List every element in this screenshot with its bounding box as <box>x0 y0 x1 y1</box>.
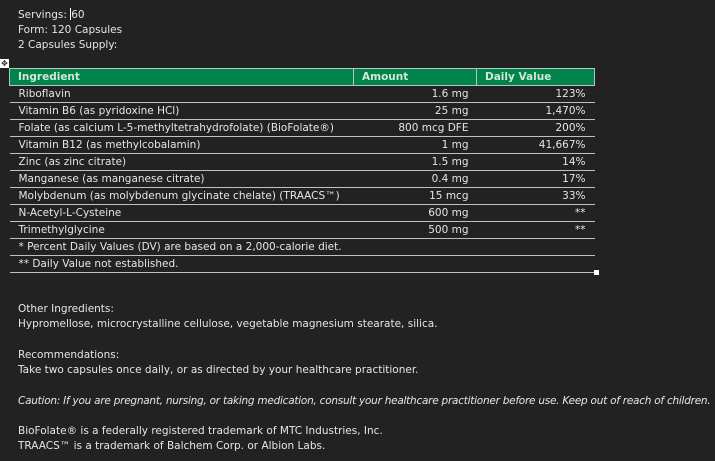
product-info <box>18 8 122 53</box>
table-row <box>10 86 595 103</box>
daily-value-cell[interactable]: 17% <box>477 171 595 188</box>
supply-line: 2 Capsules Supply: <box>18 39 118 51</box>
table-header-row <box>10 69 595 86</box>
ingredient-cell[interactable]: Molybdenum (as molybdenum glycinate chelate) (TRAACS™) <box>10 188 354 205</box>
footnote-not-established[interactable]: ** Daily Value not established. <box>10 256 595 273</box>
trademarks-section <box>18 424 383 454</box>
column-header-amount: Amount <box>354 69 477 86</box>
amount-cell[interactable]: 600 mg <box>354 205 477 222</box>
supplement-facts-table <box>9 68 595 273</box>
footnote-dv[interactable]: * Percent Daily Values (DV) are based on a 2,000-calorie diet. <box>10 239 595 256</box>
table-resize-handle[interactable] <box>594 270 599 275</box>
footnote-row <box>10 239 595 256</box>
amount-cell[interactable]: 1 mg <box>354 137 477 154</box>
table-row <box>10 222 595 239</box>
footnote-row <box>10 256 595 273</box>
daily-value-cell[interactable]: 14% <box>477 154 595 171</box>
ingredient-cell[interactable]: Zinc (as zinc citrate) <box>10 154 354 171</box>
table-row <box>10 188 595 205</box>
daily-value-cell[interactable]: 41,667% <box>477 137 595 154</box>
amount-cell[interactable]: 0.4 mg <box>354 171 477 188</box>
form-line: Form: 120 Capsules <box>18 24 123 36</box>
amount-cell[interactable]: 25 mg <box>354 103 477 120</box>
column-header-daily-value: Daily Value <box>477 69 595 86</box>
table-row <box>10 137 595 154</box>
amount-cell[interactable]: 1.5 mg <box>354 154 477 171</box>
table-row <box>10 205 595 222</box>
other-ingredients-title: Other Ingredients: <box>18 303 114 315</box>
amount-cell[interactable]: 500 mg <box>354 222 477 239</box>
recommendations-title: Recommendations: <box>18 349 120 361</box>
table-row <box>10 171 595 188</box>
table-move-handle-icon[interactable]: ✥ <box>1 59 8 68</box>
ingredient-cell[interactable]: Manganese (as manganese citrate) <box>10 171 354 188</box>
recommendations-text: Take two capsules once daily, or as directed by your healthcare practitioner. <box>18 364 419 376</box>
daily-value-cell[interactable]: 123% <box>477 86 595 103</box>
ingredient-cell[interactable]: Vitamin B6 (as pyridoxine HCl) <box>10 103 354 120</box>
recommendations-section <box>18 348 419 378</box>
daily-value-cell[interactable]: ** <box>477 222 595 239</box>
other-ingredients-text: Hypromellose, microcrystalline cellulose, vegetable magnesium stearate, silica. <box>18 318 438 330</box>
daily-value-cell[interactable]: 200% <box>477 120 595 137</box>
ingredient-cell[interactable]: N-Acetyl-L-Cysteine <box>10 205 354 222</box>
daily-value-cell[interactable]: 1,470% <box>477 103 595 120</box>
amount-cell[interactable]: 800 mcg DFE <box>354 120 477 137</box>
servings-line[interactable]: Servings: 60 <box>18 9 85 21</box>
amount-cell[interactable]: 1.6 mg <box>354 86 477 103</box>
column-header-ingredient: Ingredient <box>10 69 354 86</box>
amount-cell[interactable]: 15 mcg <box>354 188 477 205</box>
ingredient-cell[interactable]: Vitamin B12 (as methylcobalamin) <box>10 137 354 154</box>
daily-value-cell[interactable]: 33% <box>477 188 595 205</box>
table-row <box>10 154 595 171</box>
trademark-traacs: TRAACS™ is a trademark of Balchem Corp. or Albion Labs. <box>18 440 326 452</box>
ingredient-cell[interactable]: Trimethylglycine <box>10 222 354 239</box>
trademark-biofolate: BioFolate® is a federally registered trademark of MTC Industries, Inc. <box>18 425 383 437</box>
ingredient-cell[interactable]: Riboflavin <box>10 86 354 103</box>
caution-text: Caution: If you are pregnant, nursing, or taking medication, consult your healthcare practitioner before use. Keep out of reach of children. <box>18 395 711 407</box>
daily-value-cell[interactable]: ** <box>477 205 595 222</box>
other-ingredients-section <box>18 302 438 332</box>
ingredient-cell[interactable]: Folate (as calcium L-5-methyltetrahydrofolate) (BioFolate®) <box>10 120 354 137</box>
table-row <box>10 120 595 137</box>
table-row <box>10 103 595 120</box>
